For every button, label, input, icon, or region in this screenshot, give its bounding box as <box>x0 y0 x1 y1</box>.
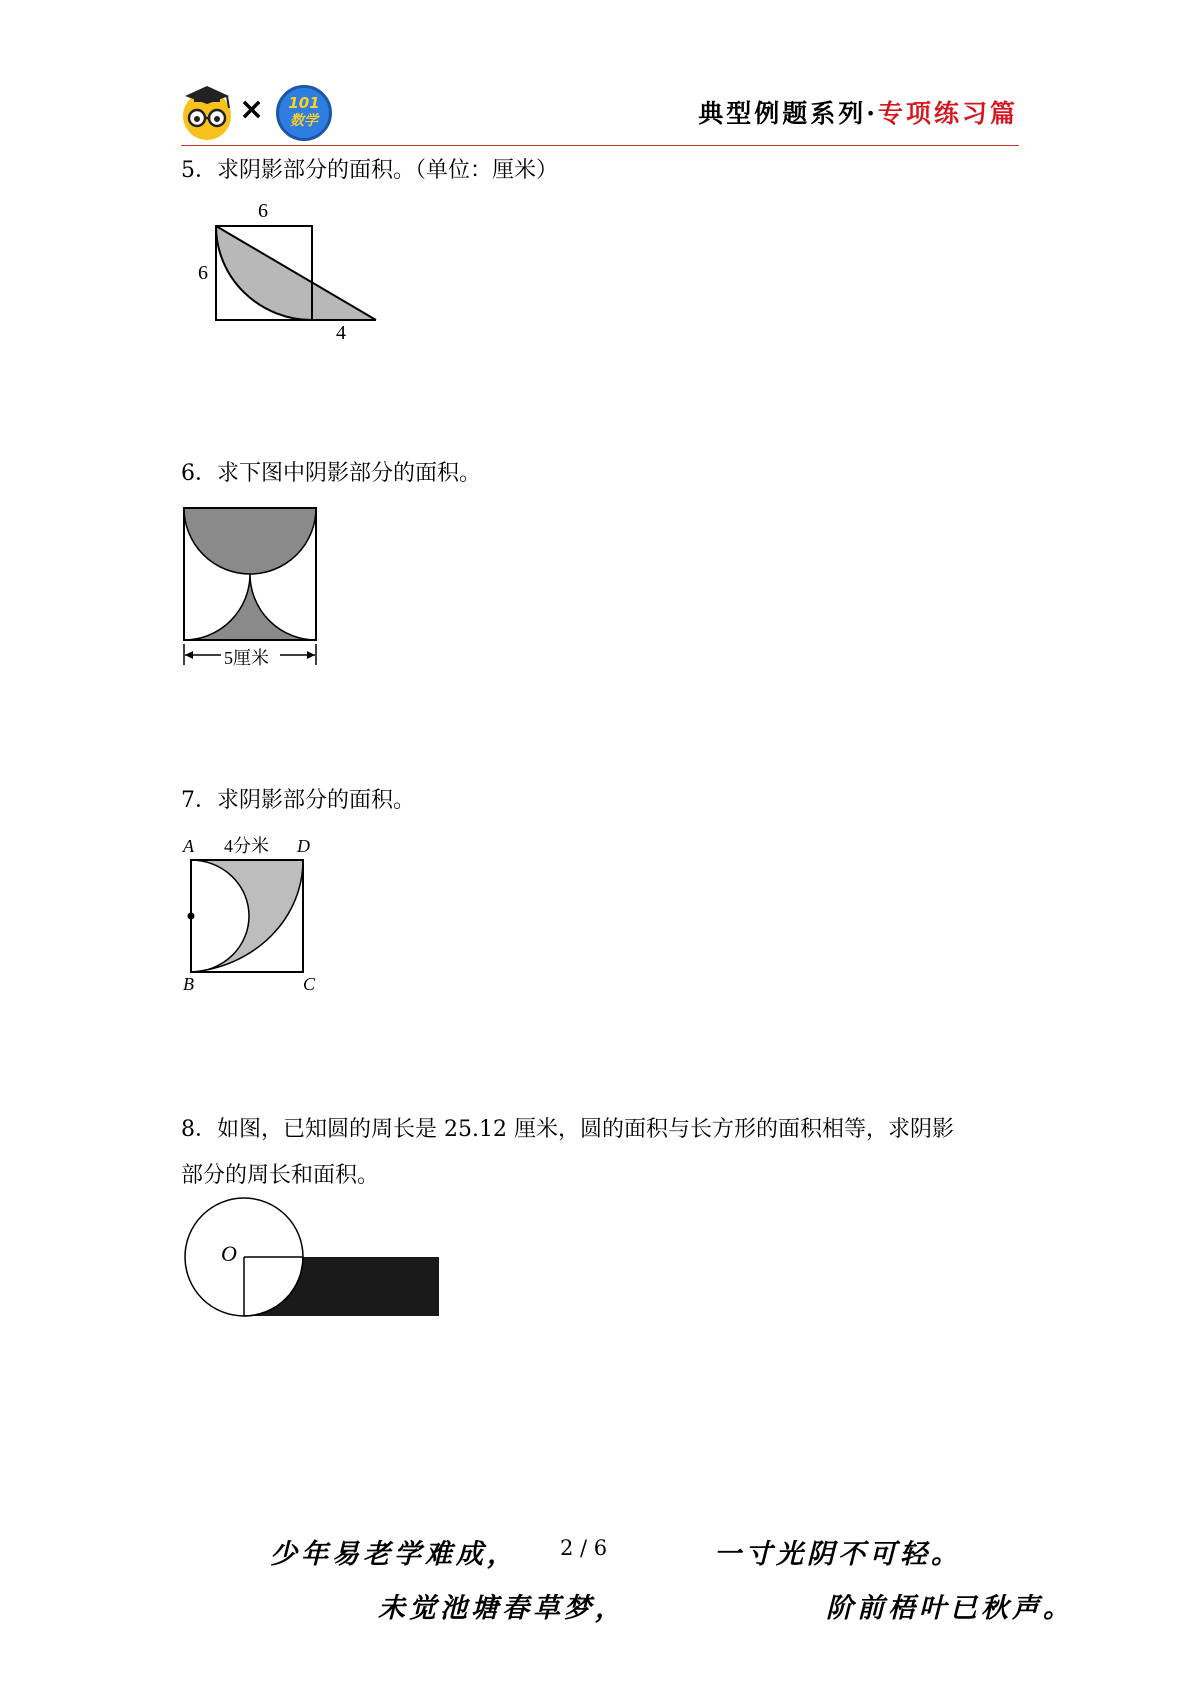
series-prefix: 典型例题系列· <box>698 99 878 128</box>
question-5 <box>181 148 1021 194</box>
question-6-number: 6． <box>181 461 217 486</box>
header-divider <box>181 145 1019 146</box>
question-8-number: 8． <box>181 1117 217 1142</box>
poem-line2-left: 未觉池塘春草梦， <box>378 1593 626 1624</box>
poem-line1-left: 少年易老学难成， <box>270 1539 518 1570</box>
figure-8-shaded-region <box>244 1257 439 1316</box>
figure-7-label-a: A <box>183 836 194 856</box>
poem-line2-right: 阶前梧叶已秋声。 <box>826 1593 1074 1624</box>
question-8-text-line2: 部分的周长和面积。 <box>181 1163 380 1188</box>
figure-7-label-c: C <box>303 974 316 994</box>
figure-7 <box>181 830 341 1000</box>
poem-line1-right: 一寸光阴不可轻。 <box>714 1539 962 1570</box>
badge-line1: 101 <box>288 94 320 112</box>
figure-6 <box>181 505 321 670</box>
figure-5-label-left: 6 <box>198 262 208 284</box>
math-badge-logo <box>276 85 332 141</box>
figure-5-label-top: 6 <box>258 200 268 222</box>
figure-8-label-center: O <box>221 1241 237 1266</box>
question-8 <box>181 1107 1021 1199</box>
header-logo <box>181 82 341 144</box>
question-7-number: 7． <box>181 788 217 813</box>
figure-7-label-d: D <box>297 836 310 856</box>
figure-6-top-semicircle <box>184 508 316 574</box>
series-suffix: 专项练习篇 <box>877 99 1018 128</box>
page-number: 2 / 6 <box>560 1536 608 1560</box>
question-7-text: 求阴影部分的面积。 <box>217 788 416 813</box>
figure-5 <box>181 198 381 348</box>
header-title <box>698 94 1018 130</box>
question-8-text-line1: 如图，已知圆的周长是 25.12 厘米，圆的面积与长方形的面积相等，求阴影 <box>217 1117 954 1142</box>
figure-7-label-top: 4分米 <box>224 836 269 856</box>
question-7 <box>181 778 1021 824</box>
question-6-text: 求下图中阴影部分的面积。 <box>217 461 482 486</box>
badge-line2: 数学 <box>290 113 318 129</box>
question-5-number: 5． <box>181 158 217 183</box>
question-6 <box>181 451 1021 497</box>
figure-5-label-bottom: 4 <box>336 322 346 344</box>
figure-6-label-width: 5厘米 <box>224 648 269 668</box>
figure-7-midpoint-dot <box>188 913 195 920</box>
header-cross: × <box>239 92 265 127</box>
question-5-text: 求阴影部分的面积。（单位：厘米） <box>217 158 559 183</box>
figure-8 <box>181 1195 441 1325</box>
figure-7-label-b: B <box>183 974 194 994</box>
